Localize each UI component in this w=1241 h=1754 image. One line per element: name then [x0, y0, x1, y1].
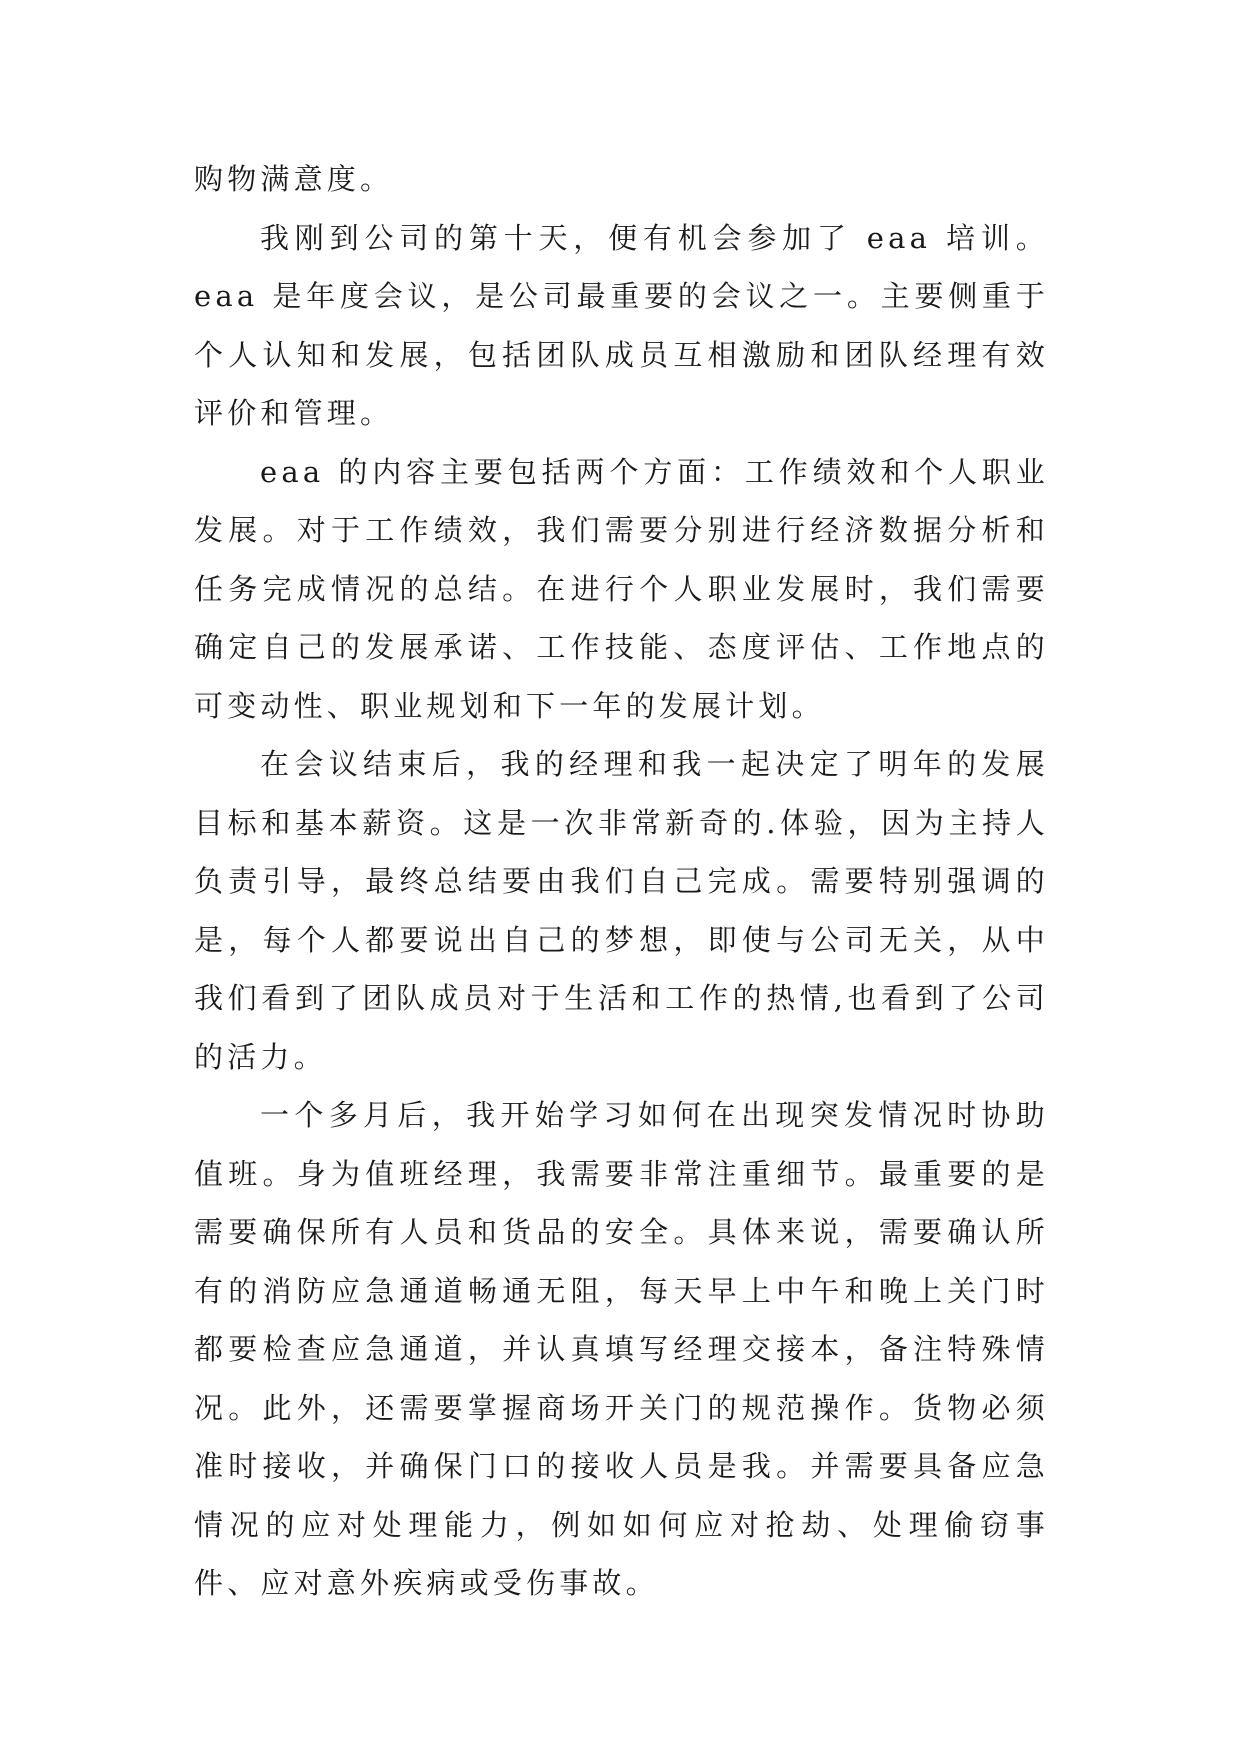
paragraph-duty-manager: 一个多月后，我开始学习如何在出现突发情况时协助值班。身为值班经理，我需要非常注重细节。最重要的是需要确保所有人员和货品的安全。具体来说，需要确认所有的消防应急通道畅通无阻，每天早上中午和晚上关门时都要检查应急通道，并认真填写经理交接本，备注特殊情况。此外，还需要掌握商场开关门的规范操作。货物必须准时接收，并确保门口的接收人员是我。并需要具备应急情况的应对处理能力，例如如何应对抢劫、处理偷窃事件、应对意外疾病或受伤事故。	[194, 1098, 1049, 1600]
paragraph-eaa-content: eaa 的内容主要包括两个方面：工作绩效和个人职业发展。对于工作绩效，我们需要分别进行经济数据分析和任务完成情况的总结。在进行个人职业发展时，我们需要确定自己的发展承诺、工作技能、态度评估、工作地点的可变动性、职业规划和下一年的发展计划。	[194, 454, 1049, 723]
paragraph-continuation: 购物满意度。	[194, 162, 394, 196]
paragraph-eaa-training: 我刚到公司的第十天，便有机会参加了 eaa 培训。eaa 是年度会议，是公司最重要的会议之一。主要侧重于个人认知和发展，包括团队成员互相激励和团队经理有效评价和管理。	[194, 220, 1049, 430]
document-body	[194, 150, 1049, 1613]
paragraph-after-meeting: 在会议结束后，我的经理和我一起决定了明年的发展目标和基本薪资。这是一次非常新奇的.体验，因为主持人负责引导，最终总结要由我们自己完成。需要特别强调的是，每个人都要说出自己的梦想，即使与公司无关，从中我们看到了团队成员对于生活和工作的热情,也看到了公司的活力。	[194, 747, 1049, 1074]
